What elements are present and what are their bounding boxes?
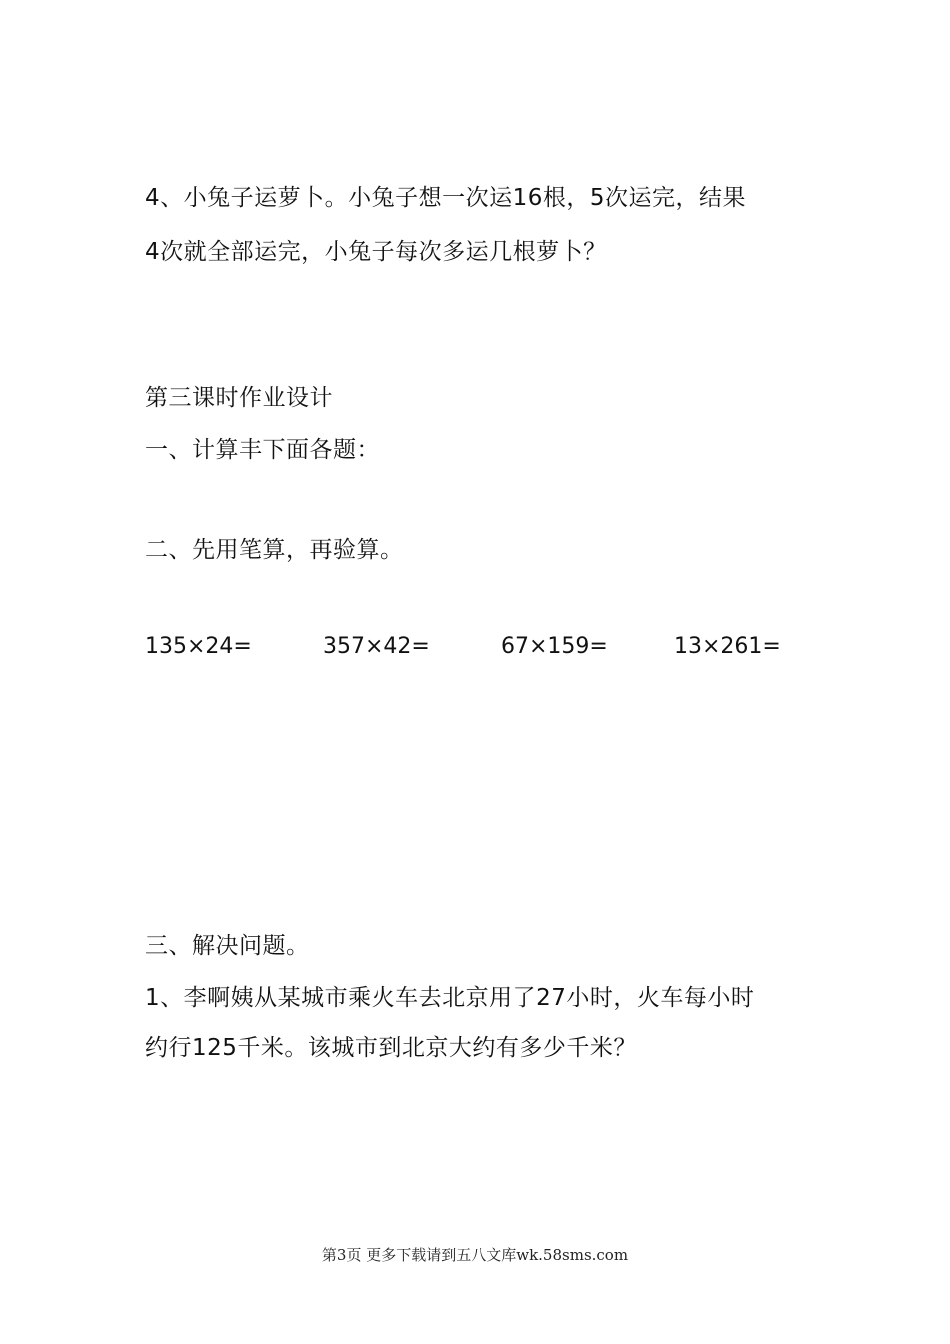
section-2-heading: 二、先用笔算，再验算。 [145,537,404,563]
problem-1-line-2: 约行125千米。该城市到北京大约有多少千米？ [145,1035,637,1061]
calculation-item: 357×42= [323,634,430,659]
calculation-row [145,632,805,662]
page-footer: 第3页 更多下载请到五八文库wk.58sms.com [321,1246,629,1264]
problem-1-line-1: 1、李啊姨从某城市乘火车去北京用了27小时，火车每小时 [145,985,755,1011]
problem-4-line-1: 4、小兔子运萝卜。小兔子想一次运16根，5次运完，结果 [145,185,747,211]
calculation-item: 13×261= [674,634,781,659]
section-3-heading: 三、解决问题。 [145,933,310,959]
lesson-3-title: 第三课时作业设计 [145,385,333,411]
section-1-heading: 一、计算丰下面各题： [145,437,380,463]
calculation-item: 135×24= [145,634,252,659]
calculation-item: 67×159= [501,634,608,659]
problem-4-line-2: 4次就全部运完，小兔子每次多运几根萝卜？ [145,239,607,265]
